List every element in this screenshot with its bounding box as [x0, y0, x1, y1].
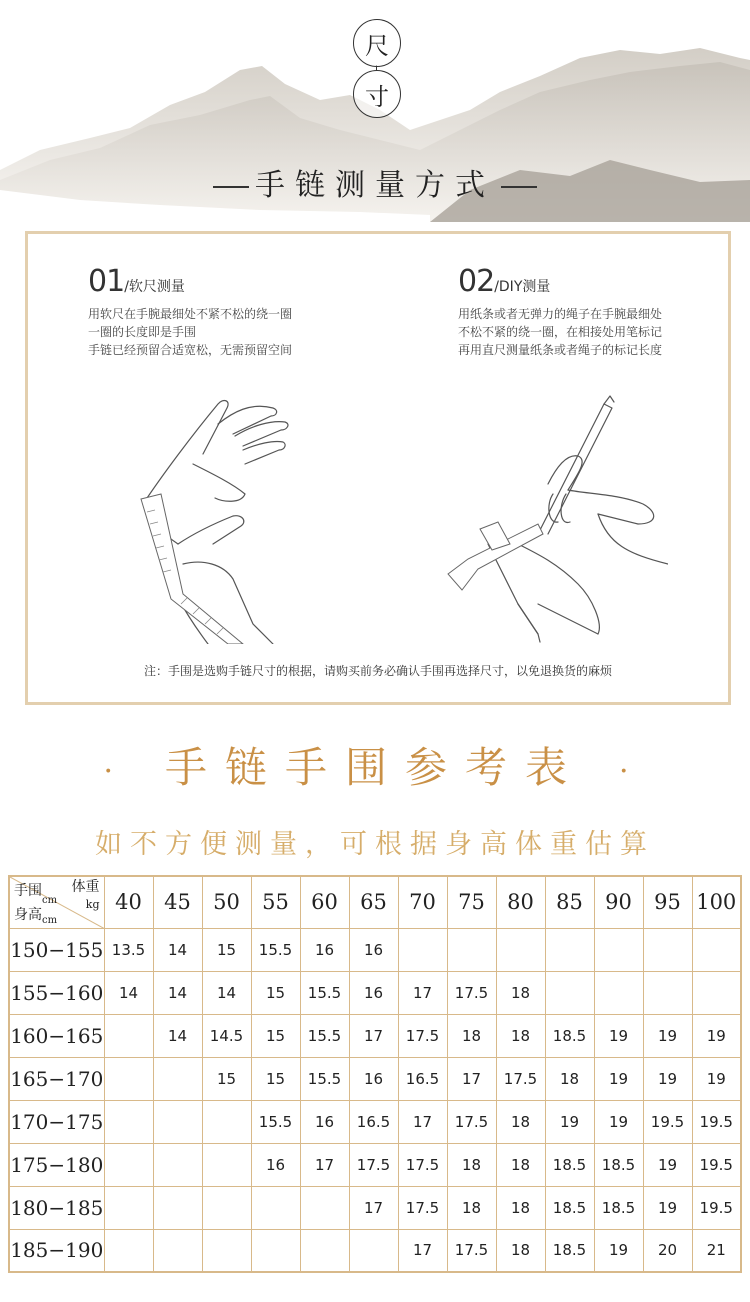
wrist-size-cell: 17.5: [447, 1229, 496, 1272]
table-row: [9, 971, 741, 1014]
corner-height-unit: cm: [42, 915, 58, 926]
method-line: 再用直尺测量纸条或者绳子的标记长度: [458, 343, 663, 357]
wrist-size-cell: 18.5: [545, 1014, 594, 1057]
wrist-size-cell: 17: [447, 1057, 496, 1100]
wrist-size-cell: 15.5: [251, 928, 300, 971]
wrist-size-cell: [300, 1229, 349, 1272]
height-row-label: 170−175: [9, 1100, 104, 1143]
wrist-size-cell: 20: [643, 1229, 692, 1272]
wrist-size-cell: [398, 928, 447, 971]
wrist-size-cell: 17: [398, 1100, 447, 1143]
wrist-size-cell: [202, 1143, 251, 1186]
reference-table-title: [0, 735, 750, 795]
wrist-size-cell: 17.5: [398, 1014, 447, 1057]
height-row-label: 180−185: [9, 1186, 104, 1229]
method-title: /软尺测量: [124, 279, 185, 295]
wrist-size-cell: 16: [300, 928, 349, 971]
wrist-size-cell: 16.5: [349, 1100, 398, 1143]
wrist-size-cell: 19: [594, 1100, 643, 1143]
method-description: [458, 305, 662, 359]
table-row: [9, 1014, 741, 1057]
hand-tape-measure-illustration: [123, 394, 313, 644]
wrist-size-cell: 18: [496, 1014, 545, 1057]
corner-wrist-label: 手围: [14, 883, 42, 899]
wrist-size-cell: 19: [643, 1186, 692, 1229]
weight-column-header: 70: [398, 876, 447, 928]
wrist-size-cell: 19: [643, 1057, 692, 1100]
wrist-size-cell: [692, 928, 741, 971]
method-line: 不松不紧的绕一圈，在相接处用笔标记: [458, 325, 663, 339]
wrist-size-cell: [251, 1229, 300, 1272]
wrist-size-cell: 18: [447, 1143, 496, 1186]
wrist-size-cell: 19: [692, 1014, 741, 1057]
wrist-size-cell: 18: [496, 1100, 545, 1143]
wrist-size-cell: 17: [398, 971, 447, 1014]
height-row-label: 185−190: [9, 1229, 104, 1272]
wrist-size-cell: [545, 971, 594, 1014]
seal-top: 尺: [353, 19, 401, 67]
reference-subtitle: 如不方便测量，可根据身高体重估算: [95, 829, 655, 860]
height-row-label: 160−165: [9, 1014, 104, 1057]
wrist-size-cell: [104, 1143, 153, 1186]
corner-weight-label: 体重: [71, 879, 100, 895]
wrist-size-cell: 14: [153, 1014, 202, 1057]
wrist-size-cell: [545, 928, 594, 971]
wrist-size-cell: 15.5: [300, 971, 349, 1014]
wrist-size-cell: 17.5: [496, 1057, 545, 1100]
wrist-size-cell: 18.5: [545, 1186, 594, 1229]
section-title: [0, 160, 750, 204]
weight-column-header: 50: [202, 876, 251, 928]
wrist-size-cell: 18: [496, 971, 545, 1014]
wrist-size-cell: 18: [545, 1057, 594, 1100]
title-dash-left: [213, 186, 249, 188]
wrist-size-cell: [153, 1057, 202, 1100]
weight-column-header: 40: [104, 876, 153, 928]
height-row-label: 175−180: [9, 1143, 104, 1186]
wrist-size-cell: [643, 971, 692, 1014]
wrist-size-cell: [153, 1143, 202, 1186]
wrist-size-cell: 19: [643, 1014, 692, 1057]
wrist-size-cell: 18.5: [594, 1186, 643, 1229]
wrist-size-cell: 21: [692, 1229, 741, 1272]
header-banner: [0, 0, 750, 222]
wrist-size-cell: 13.5: [104, 928, 153, 971]
wrist-size-cell: 19: [692, 1057, 741, 1100]
corner-weight-unit: kg: [85, 898, 100, 911]
wrist-size-cell: 19: [594, 1057, 643, 1100]
wrist-size-cell: 17.5: [398, 1186, 447, 1229]
weight-column-header: 55: [251, 876, 300, 928]
method-number: 02: [458, 264, 495, 299]
wrist-size-cell: [202, 1186, 251, 1229]
method-line: 用软尺在手腕最细处不紧不松的绕一圈: [88, 307, 293, 321]
method-line: 手链已经预留合适宽松，无需预留空间: [88, 343, 293, 357]
wrist-size-cell: 15.5: [251, 1100, 300, 1143]
wrist-size-cell: 15: [251, 1057, 300, 1100]
table-row: [9, 1186, 741, 1229]
table-row: [9, 1143, 741, 1186]
wrist-size-cell: 18: [447, 1014, 496, 1057]
wrist-size-cell: [202, 1100, 251, 1143]
wrist-size-cell: [300, 1186, 349, 1229]
measurement-methods-panel: [25, 231, 731, 705]
weight-column-header: 45: [153, 876, 202, 928]
weight-column-header: 85: [545, 876, 594, 928]
wrist-size-cell: [104, 1100, 153, 1143]
table-row: [9, 1100, 741, 1143]
wrist-size-cell: 17: [349, 1186, 398, 1229]
method-line: 用纸条或者无弹力的绳子在手腕最细处: [458, 307, 663, 321]
table-row: [9, 1229, 741, 1272]
reference-title-text: 手链手围参考表: [164, 743, 585, 792]
weight-column-header: 95: [643, 876, 692, 928]
hand-pen-paper-illustration: [428, 394, 668, 644]
wrist-size-cell: 17.5: [398, 1143, 447, 1186]
table-header-row: [9, 876, 741, 928]
wrist-size-cell: 16: [349, 1057, 398, 1100]
method-number: 01: [88, 264, 125, 299]
height-row-label: 165−170: [9, 1057, 104, 1100]
wrist-size-cell: 18: [496, 1143, 545, 1186]
method-diy: [458, 264, 662, 359]
wrist-size-cell: [594, 971, 643, 1014]
size-reference-table-wrapper: [8, 875, 742, 1273]
wrist-size-cell: 18.5: [594, 1143, 643, 1186]
wrist-size-cell: 19: [594, 1014, 643, 1057]
wrist-size-cell: [447, 928, 496, 971]
wrist-size-cell: [104, 1229, 153, 1272]
decorative-dot-left: ·: [103, 753, 131, 789]
weight-column-header: 90: [594, 876, 643, 928]
wrist-size-cell: 15.5: [300, 1014, 349, 1057]
wrist-size-cell: [104, 1186, 153, 1229]
wrist-size-cell: [496, 928, 545, 971]
wrist-size-cell: [643, 928, 692, 971]
table-row: [9, 1057, 741, 1100]
wrist-size-cell: 14: [104, 971, 153, 1014]
wrist-size-cell: [692, 971, 741, 1014]
weight-column-header: 65: [349, 876, 398, 928]
seal-bottom: 寸: [353, 70, 401, 118]
wrist-size-cell: [153, 1229, 202, 1272]
wrist-size-cell: 15.5: [300, 1057, 349, 1100]
wrist-size-cell: 14: [153, 928, 202, 971]
wrist-size-cell: 19.5: [643, 1100, 692, 1143]
wrist-size-cell: 19.5: [692, 1186, 741, 1229]
wrist-size-cell: [104, 1014, 153, 1057]
wrist-size-cell: 18.5: [545, 1143, 594, 1186]
wrist-size-cell: 18: [496, 1186, 545, 1229]
wrist-size-cell: 17: [349, 1014, 398, 1057]
wrist-size-cell: 15: [251, 1014, 300, 1057]
title-dash-right: [501, 186, 537, 188]
wrist-size-cell: 16: [251, 1143, 300, 1186]
wrist-size-cell: [202, 1229, 251, 1272]
size-reference-table: [8, 875, 742, 1273]
wrist-size-cell: [251, 1186, 300, 1229]
wrist-size-cell: [104, 1057, 153, 1100]
corner-height-label: 身高: [14, 907, 42, 923]
weight-column-header: 60: [300, 876, 349, 928]
wrist-size-cell: 16.5: [398, 1057, 447, 1100]
wrist-size-cell: 17.5: [349, 1143, 398, 1186]
wrist-size-cell: 17.5: [447, 971, 496, 1014]
wrist-size-cell: 14: [153, 971, 202, 1014]
wrist-size-cell: 19: [594, 1229, 643, 1272]
method-line: 一圈的长度即是手围: [88, 325, 197, 339]
wrist-size-cell: 19.5: [692, 1143, 741, 1186]
wrist-size-cell: 19: [545, 1100, 594, 1143]
wrist-size-cell: 16: [349, 928, 398, 971]
method-title: /DIY测量: [494, 279, 551, 295]
wrist-size-cell: 15: [202, 1057, 251, 1100]
wrist-size-cell: 18: [496, 1229, 545, 1272]
wrist-size-cell: 17.5: [447, 1100, 496, 1143]
corner-wrist-unit: cm: [42, 895, 58, 906]
table-corner-cell: [9, 876, 104, 928]
wrist-size-cell: 18: [447, 1186, 496, 1229]
wrist-size-cell: [594, 928, 643, 971]
wrist-size-cell: 18.5: [545, 1229, 594, 1272]
weight-column-header: 75: [447, 876, 496, 928]
decorative-dot-right: ·: [619, 753, 647, 789]
wrist-size-cell: 14: [202, 971, 251, 1014]
height-row-label: 150−155: [9, 928, 104, 971]
measurement-note: 注：手围是选购手链尺寸的根据，请购买前务必确认手围再选择尺寸，以免退换货的麻烦: [143, 664, 612, 678]
wrist-size-cell: 15: [251, 971, 300, 1014]
wrist-size-cell: [153, 1100, 202, 1143]
wrist-size-cell: 17: [398, 1229, 447, 1272]
wrist-size-cell: 19.5: [692, 1100, 741, 1143]
section-title-text: 手链测量方式: [255, 168, 495, 203]
height-row-label: 155−160: [9, 971, 104, 1014]
wrist-size-cell: 17: [300, 1143, 349, 1186]
weight-column-header: 80: [496, 876, 545, 928]
wrist-size-cell: [153, 1186, 202, 1229]
table-row: [9, 928, 741, 971]
method-description: [88, 305, 292, 359]
wrist-size-cell: [349, 1229, 398, 1272]
weight-column-header: 100: [692, 876, 741, 928]
wrist-size-cell: 16: [349, 971, 398, 1014]
method-soft-ruler: [88, 264, 292, 359]
wrist-size-cell: 15: [202, 928, 251, 971]
wrist-size-cell: 14.5: [202, 1014, 251, 1057]
wrist-size-cell: 19: [643, 1143, 692, 1186]
wrist-size-cell: 16: [300, 1100, 349, 1143]
